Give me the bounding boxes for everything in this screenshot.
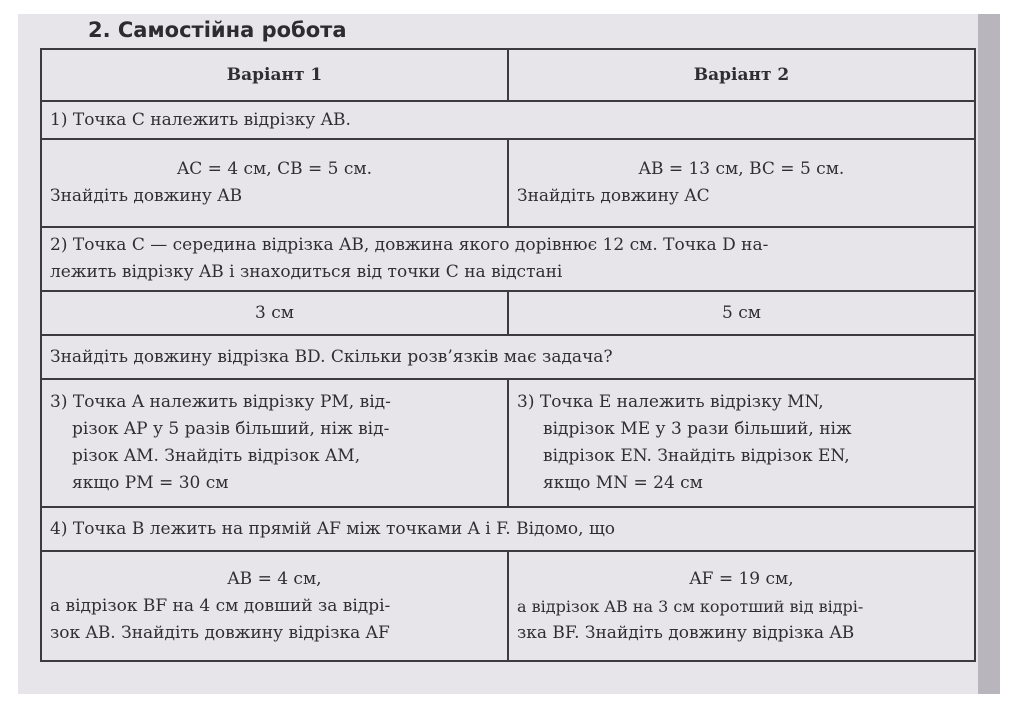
task4-variant-2 xyxy=(508,551,975,661)
task1-v1-given: AC = 4 см, CB = 5 см. xyxy=(176,159,373,179)
task4-v2-line-2: а відрізок AB на 3 см коротший від відрі- xyxy=(517,596,864,616)
task4-v1-line-2: а відрізок BF на 4 см довший за відрі- xyxy=(50,595,391,616)
task4-v2-given: AF = 19 см, xyxy=(689,568,794,589)
task4-variant-1 xyxy=(41,551,508,661)
page-edge xyxy=(978,14,1000,694)
task3-v2-line: 3) Точка E належить відрізку MN, xyxy=(517,392,824,412)
task4-intro: 4) Точка B лежить на прямій AF між точками A і F. Відомо, що xyxy=(41,507,975,551)
task3-variant-2 xyxy=(508,379,975,507)
task4-v1-line-3: зок AB. Знайдіть довжину відрізка AF xyxy=(50,622,390,643)
task2-intro xyxy=(41,227,975,291)
task3-v1-line: якщо PM = 30 см xyxy=(72,473,229,493)
header-row xyxy=(41,49,975,101)
task3-v2-line: відрізок ME у 3 рази більший, ніж xyxy=(543,419,852,439)
task3-variant-1 xyxy=(41,379,508,507)
task3-v2-line: якщо MN = 24 см xyxy=(543,473,703,493)
variant-2-header: Варіант 2 xyxy=(508,49,975,101)
task3-v1-line: різок AP у 5 разів більший, ніж від- xyxy=(72,419,390,439)
task2-question: Знайдіть довжину відрізка BD. Скільки розв’язків має задача? xyxy=(41,335,975,379)
task3-v1-line: 3) Точка A належить відрізку PM, від- xyxy=(50,392,391,412)
task1-intro-row xyxy=(41,101,975,139)
task4-v1-given: AB = 4 см, xyxy=(227,568,322,589)
task1-variant-2 xyxy=(508,139,975,227)
task2-variants-row xyxy=(41,291,975,335)
task2-intro-row xyxy=(41,227,975,291)
task-table xyxy=(40,48,976,662)
task4-v2-line-3: зка BF. Знайдіть довжину відрізка AB xyxy=(517,622,855,643)
task3-row xyxy=(41,379,975,507)
task2-question-row xyxy=(41,335,975,379)
task4-variants-row xyxy=(41,551,975,661)
task2-intro-line-1: 2) Точка C — середина відрізка AB, довжина якого дорівнює 12 см. Точка D на- xyxy=(50,235,769,255)
task1-variant-1 xyxy=(41,139,508,227)
task4-intro-row xyxy=(41,507,975,551)
task2-v1-value: 3 см xyxy=(41,291,508,335)
section-title: 2. Самостійна робота xyxy=(88,18,347,42)
task1-variants-row xyxy=(41,139,975,227)
task2-intro-line-2: лежить відрізку AB і знаходиться від точки C на відстані xyxy=(50,262,563,282)
task1-intro: 1) Точка C належить відрізку AB. xyxy=(41,101,975,139)
task1-v1-question: Знайдіть довжину AB xyxy=(50,186,243,206)
task3-v2-line: відрізок EN. Знайдіть відрізок EN, xyxy=(543,446,850,466)
variant-1-header: Варіант 1 xyxy=(41,49,508,101)
task1-v2-question: Знайдіть довжину AC xyxy=(517,186,710,206)
task1-v2-given: AB = 13 см, BC = 5 см. xyxy=(638,159,845,179)
task3-v1-line: різок AM. Знайдіть відрізок AM, xyxy=(72,446,361,466)
task2-v2-value: 5 см xyxy=(508,291,975,335)
